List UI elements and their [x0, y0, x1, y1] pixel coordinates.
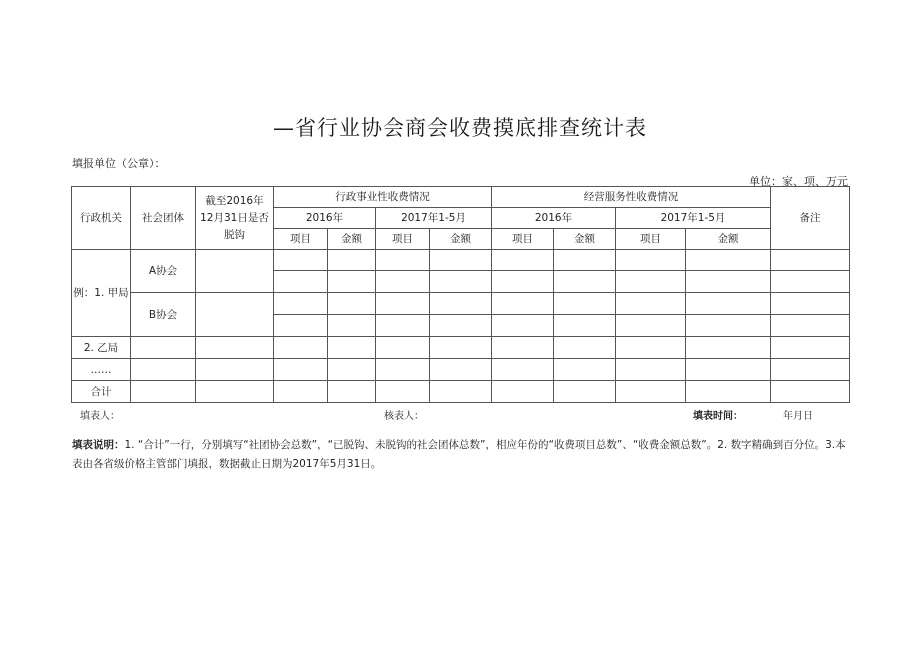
cell — [328, 381, 376, 403]
cell — [328, 293, 376, 315]
cell — [616, 337, 686, 359]
fill-time-label: 填表时间： — [693, 411, 743, 422]
row-label-ellipsis: …… — [72, 359, 131, 381]
cell — [376, 271, 430, 293]
cell — [328, 337, 376, 359]
cell — [686, 359, 771, 381]
cell — [274, 250, 328, 271]
filler-signature-label: 填表人： — [80, 411, 120, 422]
cell — [686, 271, 771, 293]
unit-note: 单位：家、项、万元 — [749, 175, 848, 188]
cell — [554, 271, 616, 293]
cell — [554, 337, 616, 359]
cell — [328, 271, 376, 293]
row-label-association-a: A协会 — [131, 250, 196, 293]
cell — [328, 315, 376, 337]
header-item: 项目 — [376, 229, 430, 250]
cell — [328, 250, 376, 271]
cell — [616, 359, 686, 381]
cell — [131, 359, 196, 381]
instructions-label: 填表说明： — [72, 439, 125, 451]
cell — [554, 315, 616, 337]
instructions-text: 1. “合计”一行，分别填写“社团协会总数”，“已脱钩、未脱钩的社会团体总数”，相应年份的“收费项目总数”、“收费金额总数”。2. 数字精确到百分位。3.本表由各省级价格主管部门填报，数据截止日期为2017年5月31日。 — [72, 439, 846, 470]
statistics-table — [71, 186, 850, 403]
header-item: 项目 — [274, 229, 328, 250]
instructions — [72, 436, 848, 474]
header-admin-agency: 行政机关 — [72, 187, 131, 250]
cell — [492, 293, 554, 315]
fill-date: 年月日 — [783, 411, 813, 422]
cell — [492, 359, 554, 381]
cell — [328, 359, 376, 381]
cell — [554, 359, 616, 381]
cell — [196, 293, 274, 337]
header-service-fee: 经营服务性收费情况 — [492, 187, 771, 208]
cell — [376, 250, 430, 271]
cell — [554, 293, 616, 315]
cell — [376, 381, 430, 403]
cell — [771, 337, 850, 359]
cell — [771, 293, 850, 315]
cell — [376, 359, 430, 381]
page-title: —省行业协会商会收费摸底排查统计表 — [273, 116, 647, 140]
cell — [430, 381, 492, 403]
cell — [492, 250, 554, 271]
cell — [616, 315, 686, 337]
header-amount: 金额 — [430, 229, 492, 250]
cell — [196, 381, 274, 403]
cell — [554, 381, 616, 403]
cell — [376, 337, 430, 359]
cell — [686, 315, 771, 337]
header-social-group: 社会团体 — [131, 187, 196, 250]
header-admin-2016: 2016年 — [274, 208, 376, 229]
reviewer-signature-label: 核表人： — [384, 411, 424, 422]
cell — [771, 359, 850, 381]
header-amount: 金额 — [554, 229, 616, 250]
cell — [430, 337, 492, 359]
cell — [376, 293, 430, 315]
row-label-total: 合计 — [72, 381, 131, 403]
cell — [686, 381, 771, 403]
cell — [274, 381, 328, 403]
cell — [686, 250, 771, 271]
cell — [274, 315, 328, 337]
cell — [492, 381, 554, 403]
cell — [430, 359, 492, 381]
row-label-association-b: B协会 — [131, 293, 196, 337]
header-item: 项目 — [616, 229, 686, 250]
header-service-2017: 2017年1-5月 — [616, 208, 771, 229]
cell — [196, 250, 274, 293]
cell — [274, 293, 328, 315]
cell — [492, 337, 554, 359]
cell — [771, 271, 850, 293]
cell — [274, 337, 328, 359]
cell — [616, 271, 686, 293]
header-remark: 备注 — [771, 187, 850, 250]
cell — [430, 250, 492, 271]
cell — [131, 337, 196, 359]
header-amount: 金额 — [686, 229, 771, 250]
cell — [771, 315, 850, 337]
cell — [430, 293, 492, 315]
cell — [376, 315, 430, 337]
filling-unit-label: 填报单位（公章）： — [72, 157, 166, 170]
cell — [131, 381, 196, 403]
cell — [274, 271, 328, 293]
header-item: 项目 — [492, 229, 554, 250]
row-label-agency-2: 2. 乙局 — [72, 337, 131, 359]
row-label-example: 例：1. 甲局 — [72, 250, 131, 337]
cell — [274, 359, 328, 381]
cell — [492, 315, 554, 337]
header-admin-fee: 行政事业性收费情况 — [274, 187, 492, 208]
cell — [430, 315, 492, 337]
header-decoupled: 截至2016年12月31日是否脱钩 — [196, 187, 274, 250]
cell — [686, 293, 771, 315]
header-admin-2017: 2017年1-5月 — [376, 208, 492, 229]
cell — [616, 250, 686, 271]
cell — [616, 293, 686, 315]
cell — [686, 337, 771, 359]
cell — [554, 250, 616, 271]
header-amount: 金额 — [328, 229, 376, 250]
header-service-2016: 2016年 — [492, 208, 616, 229]
cell — [771, 381, 850, 403]
cell — [616, 381, 686, 403]
cell — [771, 250, 850, 271]
cell — [196, 337, 274, 359]
cell — [430, 271, 492, 293]
cell — [492, 271, 554, 293]
cell — [196, 359, 274, 381]
